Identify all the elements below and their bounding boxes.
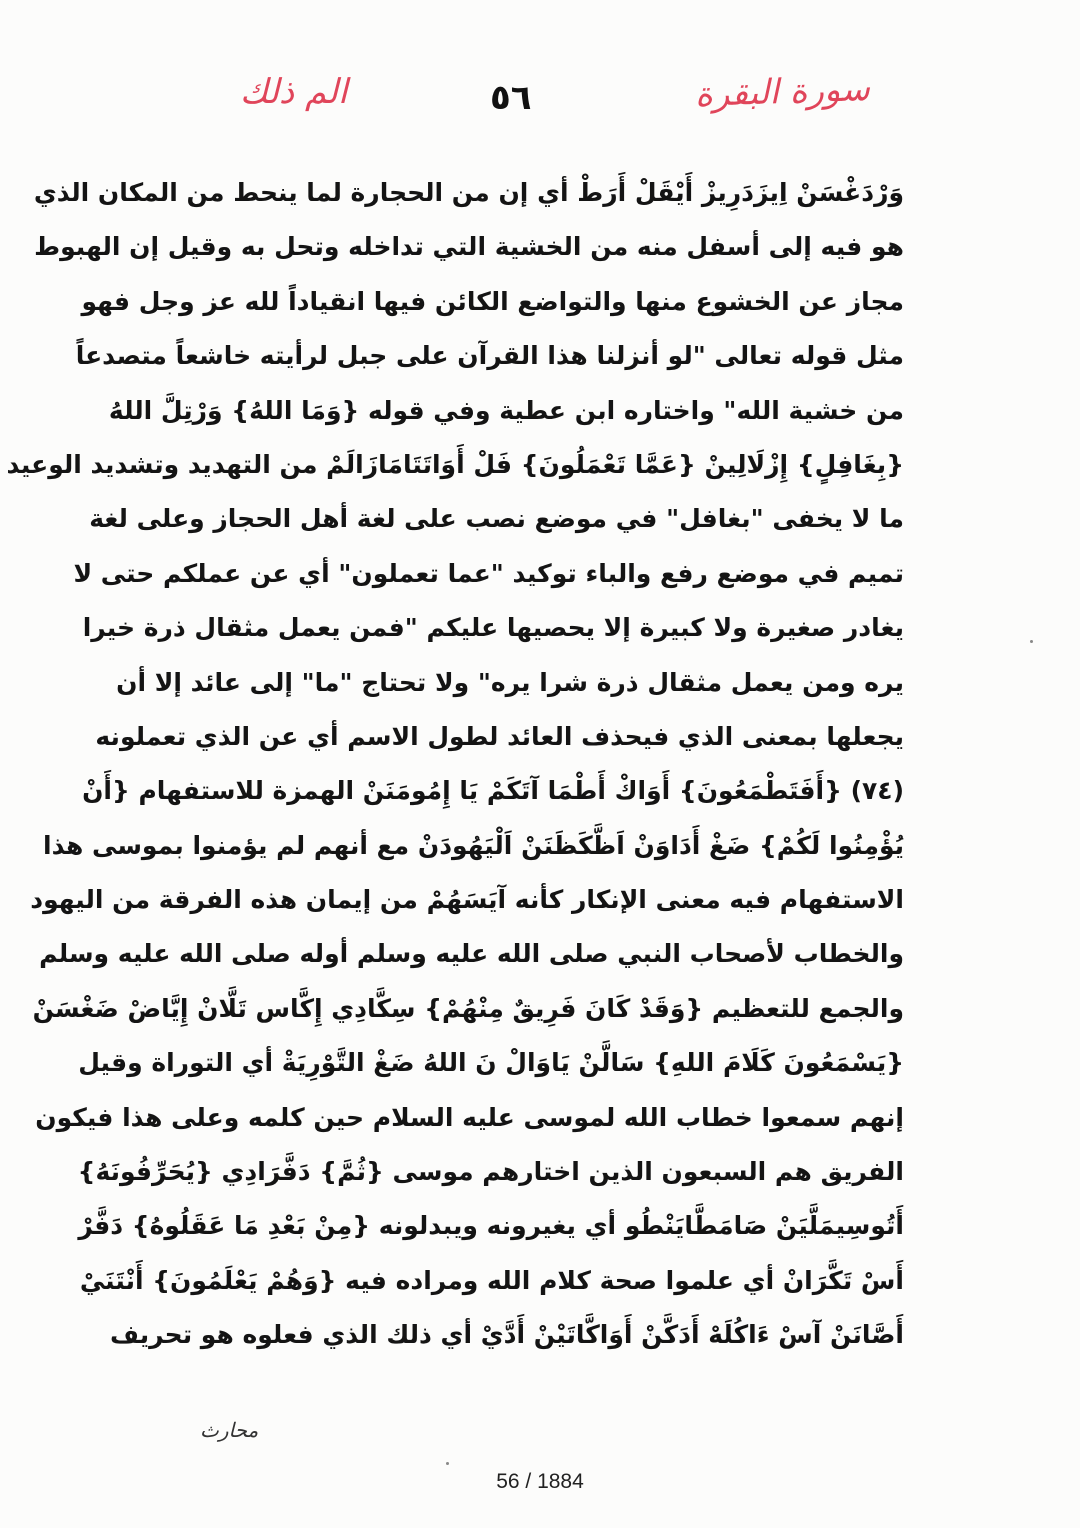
- text-line: أَصَّانَنْ آسْ ءَاكُلَهْ أَدَكَّنْ أَوَاكَّاتَيْنْ أَدَّيْ أي ذلك الذي فعلوه هو تحريف: [109, 1320, 904, 1350]
- text-line: وَرْدَغْسَنْ اِيزَدَرِيزْ أَيْقَلْ أَرَطْ أي إن من الحجارة لما ينحط من المكان الذي: [33, 178, 904, 207]
- scan-speck: [446, 1462, 449, 1465]
- text-line: أَسْ تَكَّرَانْ أي علموا صحة كلام الله ومراده فيه {وَهُمْ يَعْلَمُونَ} أَنْتَنَيْ: [79, 1265, 904, 1295]
- text-line: يره ومن يعمل مثقال ذرة شرا يره" ولا تحتاج "ما" إلى عائد إلا أن: [116, 667, 904, 697]
- text-line: {يَسْمَعُونَ كَلَامَ اللهِ} سَالَّنْ يَاوَالْ نَ اللهُ ضَغْ التَّوْرِيَةْ أي التوراة وقيل: [78, 1048, 904, 1078]
- text-line: الاستفهام فيه معنى الإنكار كأنه آيَسَهُمْ من إيمان هذه الفرقة من اليهود: [30, 885, 904, 915]
- text-line: والجمع للتعظيم {وَقَدْ كَانَ فَرِيقٌ مِنْهُمْ} سِكَّادِي إِكَّاس تَلَّانْ إِيَّاضْ ضَغْسَنْ: [32, 993, 904, 1023]
- section-note: الم ذلك: [240, 72, 348, 112]
- text-line: إنهم سمعوا خطاب الله لموسى عليه السلام حين كلمه وعلى هذا فيكون: [35, 1102, 904, 1132]
- page-counter: 56 / 1884: [496, 1470, 584, 1493]
- text-line: (٧٤) {أَفَتَطْمَعُونَ} أَوَاكْ أَطْمَا آتَكَمْ يَا إِمُومَنَنْ الهمزة للاستفهام {أَنْ: [82, 776, 904, 806]
- text-line: أَتُوسِيمَلَّيَنْ صَامَطَّايَنْطُو أي يغيرونه ويبدلونه {مِنْ بَعْدِ مَا عَقَلُوهُ} دَفَّرْ: [78, 1211, 904, 1241]
- text-line: ما لا يخفى "بغافل" في موضع نصب على لغة أهل الحجاز وعلى لغة: [89, 504, 904, 534]
- text-line: يُؤْمِنُوا لَكُمْ} ضَغْ أَدَاوَنْ اَظَّكَظَنَنْ اَلْيَهُودَنْ مع أنهم لم يؤمنوا بموسى هذا: [43, 830, 904, 860]
- text-line: مجاز عن الخشوع منها والتواضع الكائن فيها انقياداً لله عز وجل فهو: [81, 286, 904, 316]
- page-number: ٥٦: [490, 78, 532, 118]
- handwritten-footnote: محارث: [200, 1418, 259, 1442]
- text-line: والخطاب لأصحاب النبي صلى الله عليه وسلم أوله صلى الله عليه وسلم: [39, 939, 904, 969]
- text-line: يغادر صغيرة ولا كبيرة إلا يحصيها عليكم "فمن يعمل مثقال ذرة خيرا: [82, 613, 904, 643]
- text-line: من خشية الله" واختاره ابن عطية وفي قوله {وَمَا اللهُ} وَرْتِلَّ اللهُ: [108, 395, 904, 425]
- scan-speck: [1030, 640, 1033, 643]
- body-text: [6, 166, 904, 1363]
- text-line: مثل قوله تعالى "لو أنزلنا هذا القرآن على جبل لرأيته خاشعاً متصدعاً: [75, 341, 904, 371]
- text-line: الفريق هم السبعون الذين اختارهم موسى {ثُمَّ} دَفَّرَادِي {يُحَرِّفُونَهُ}: [77, 1157, 904, 1187]
- text-line: هو فيه إلى أسفل منه من الخشية التي تداخله وتحل به وقيل إن الهبوط: [34, 232, 904, 262]
- text-line: تميم في موضع رفع والباء توكيد "عما تعملون" أي عن عملكم حتى لا: [73, 558, 904, 588]
- text-line: يجعلها بمعنى الذي فيحذف العائد لطول الاسم أي عن الذي تعملونه: [95, 721, 904, 751]
- surah-name-heading: سورة البقرة: [694, 68, 871, 116]
- text-line: {بِغَافِلٍ} إِزْلَالِينْ {عَمَّا تَعْمَلُونَ} فَلْ أَوَاتَتَامَازَالَمْ من التهديد وتشديد الوعيد: [6, 449, 904, 479]
